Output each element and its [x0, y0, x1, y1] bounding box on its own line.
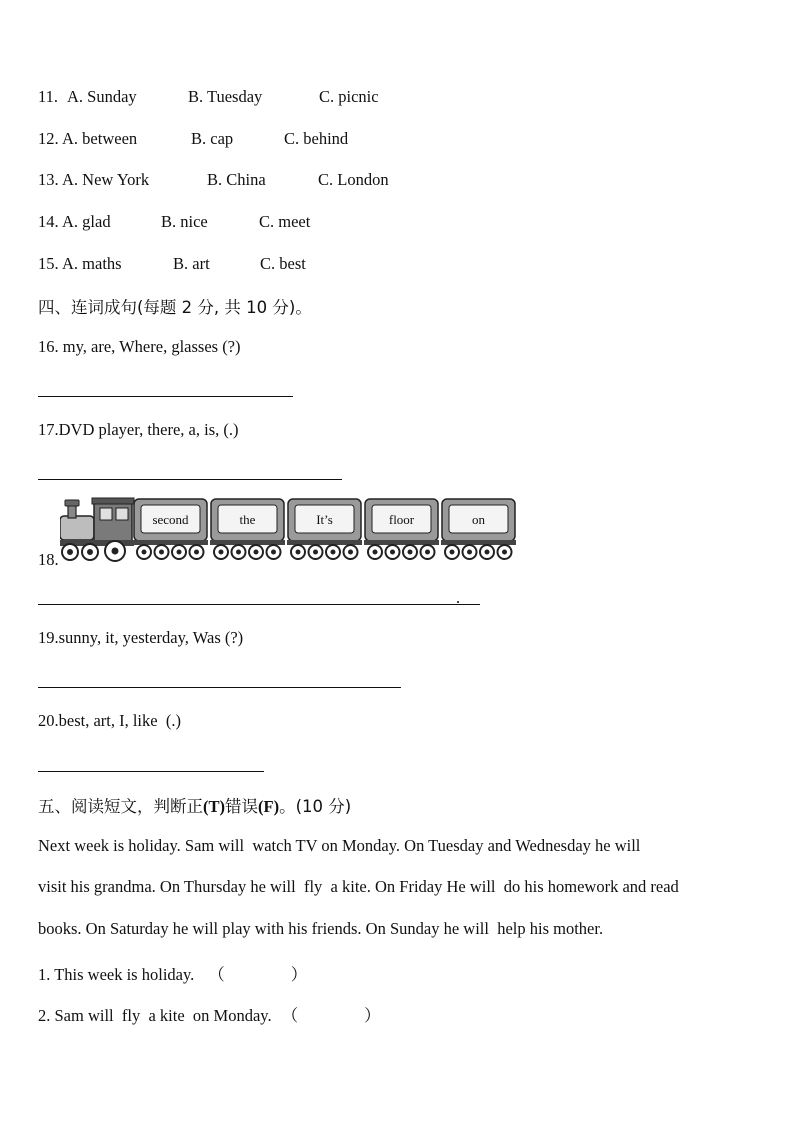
train-car	[364, 499, 439, 559]
answer-line-20[interactable]	[38, 771, 264, 772]
answer-line-17[interactable]	[38, 479, 342, 480]
train-car-word: It’s	[316, 512, 333, 527]
option-a: A. maths	[62, 254, 122, 273]
answer-parentheses[interactable]: （ ）	[208, 965, 308, 984]
option-b: B. art	[173, 254, 210, 273]
section-5-heading-mid: 错误	[225, 797, 258, 816]
answer-line-18-period: .	[456, 588, 461, 607]
option-b: B. nice	[161, 212, 208, 231]
train-car	[287, 499, 362, 559]
question-16: 16. my, are, Where, glasses (?)	[38, 337, 241, 356]
train-car-word: second	[152, 512, 189, 527]
train-car	[133, 499, 208, 559]
question-number: 13.	[38, 170, 59, 189]
true-marker: (T)	[203, 797, 225, 816]
statement-1	[38, 961, 307, 985]
answer-line-18[interactable]	[38, 604, 480, 605]
question-17: 17.DVD player, there, a, is, (.)	[38, 420, 239, 439]
section-5-heading	[38, 793, 351, 817]
statement-2	[38, 1002, 381, 1026]
answer-line-16[interactable]	[38, 396, 293, 397]
passage-line: books. On Saturday he will play with his friends. On Sunday he will help his mother.	[38, 919, 604, 938]
train-word-puzzle	[60, 496, 520, 566]
question-20: 20.best, art, I, like (.)	[38, 711, 181, 730]
locomotive-icon	[60, 498, 134, 561]
train-car-word: on	[472, 512, 485, 527]
option-c: C. London	[318, 170, 389, 189]
train-car-word: floor	[388, 512, 415, 527]
question-number: 15.	[38, 254, 59, 273]
answer-line-19[interactable]	[38, 687, 401, 688]
passage-line: Next week is holiday. Sam will watch TV on Monday. On Tuesday and Wednesday he will	[38, 836, 641, 855]
option-a: A. New York	[62, 170, 150, 189]
question-18-number: 18.	[38, 550, 59, 569]
section-4-heading: 四、连词成句(每题 2 分, 共 10 分)。	[38, 298, 312, 317]
passage-line: visit his grandma. On Thursday he will fly a kite. On Friday He will do his homework and read	[38, 877, 679, 896]
statement-text: 1. This week is holiday.	[38, 965, 195, 984]
section-5-heading-pre: 五、阅读短文，判断正	[38, 797, 203, 816]
question-number: 11.	[38, 87, 59, 106]
option-a: A. between	[62, 129, 138, 148]
option-b: B. Tuesday	[188, 87, 263, 106]
train-car	[441, 499, 516, 559]
answer-parentheses[interactable]: （ ）	[281, 1006, 381, 1025]
statement-text: 2. Sam will fly a kite on Monday.	[38, 1006, 272, 1025]
section-5-heading-post: 。(10 分)	[279, 797, 352, 816]
question-number: 14.	[38, 212, 59, 231]
false-marker: (F)	[258, 797, 280, 816]
option-b: B. China	[207, 170, 266, 189]
option-c: C. behind	[284, 129, 349, 148]
option-a: A. glad	[62, 212, 111, 231]
option-c: C. best	[260, 254, 306, 273]
option-a: A. Sunday	[67, 87, 137, 106]
train-car	[210, 499, 285, 559]
question-19: 19.sunny, it, yesterday, Was (?)	[38, 628, 244, 647]
option-c: C. picnic	[319, 87, 379, 106]
train-car-word: the	[239, 512, 256, 527]
option-b: B. cap	[191, 129, 234, 148]
option-c: C. meet	[259, 212, 311, 231]
question-number: 12.	[38, 129, 59, 148]
